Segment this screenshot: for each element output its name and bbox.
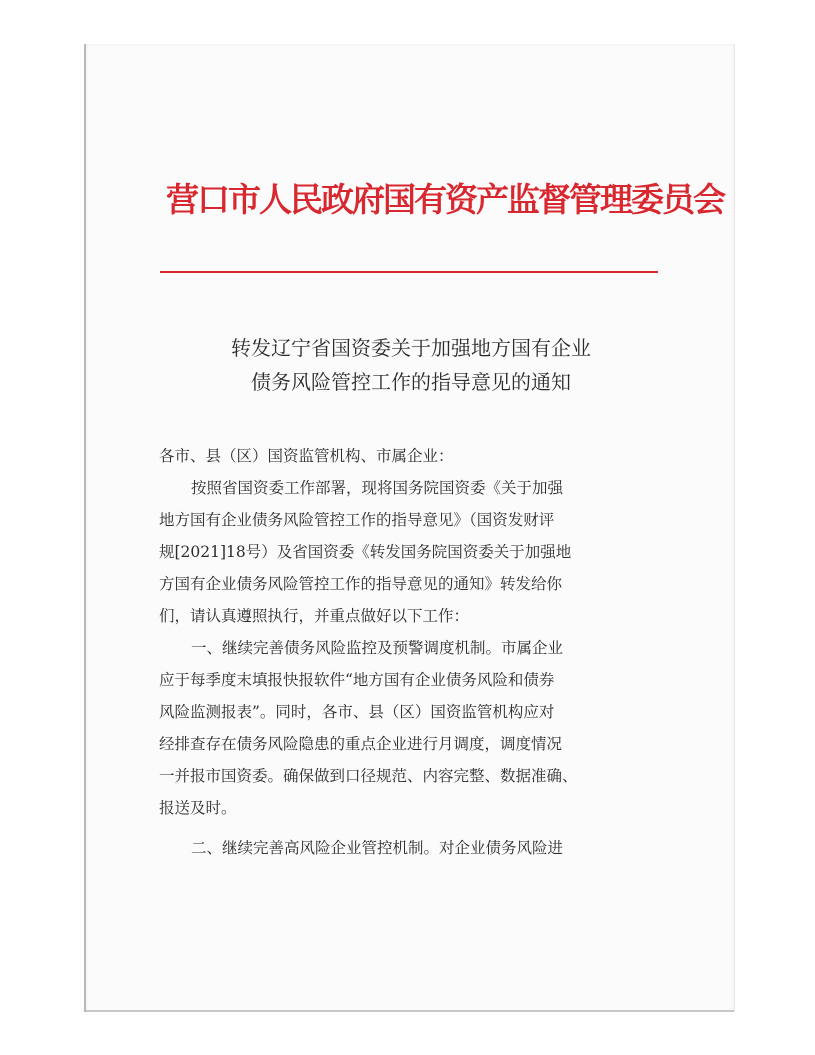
body-line-6: 一、继续完善债务风险监控及预警调度机制。市属企业 (191, 639, 564, 657)
body-line-4: 方国有企业债务风险管控工作的指导意见的通知》转发给你 (159, 575, 563, 593)
body-line-10: 一并报市国资委。确保做到口径规范、内容完整、数据准确、 (159, 767, 578, 785)
document-body (159, 440, 659, 864)
body-line-9: 经排查存在债务风险隐患的重点企业进行月调度，调度情况 (159, 735, 563, 753)
body-line-12: 二、继续完善高风险企业管控机制。对企业债务风险进 (191, 839, 564, 857)
document-page (84, 44, 735, 1012)
issuing-organization-header: 营口市人民政府国有资产监督管理委员会 (166, 180, 724, 219)
body-line-7: 应于每季度末填报快报软件“地方国有企业债务风险和债券 (159, 671, 555, 689)
header-red-rule (160, 271, 658, 273)
body-line-1: 按照省国资委工作部署，现将国务院国资委《关于加强 (191, 479, 564, 497)
document-title-line-1: 转发辽宁省国资委关于加强地方国有企业 (231, 336, 591, 360)
document-title-line-2: 债务风险管控工作的指导意见的通知 (251, 370, 571, 394)
body-line-5: 们，请认真遵照执行，并重点做好以下工作： (159, 607, 470, 625)
document-title (126, 331, 696, 399)
body-line-2: 地方国有企业债务风险管控工作的指导意见》（国资发财评 (159, 511, 555, 529)
body-line-8: 风险监测报表”。同时，各市、县（区）国资监管机构应对 (159, 703, 555, 721)
addressee-line: 各市、县（区）国资监管机构、市属企业： (159, 447, 454, 465)
body-line-3: 规[2021]18号）及省国资委《转发国务院国资委关于加强地 (159, 543, 572, 561)
body-line-11: 报送及时。 (159, 799, 237, 817)
